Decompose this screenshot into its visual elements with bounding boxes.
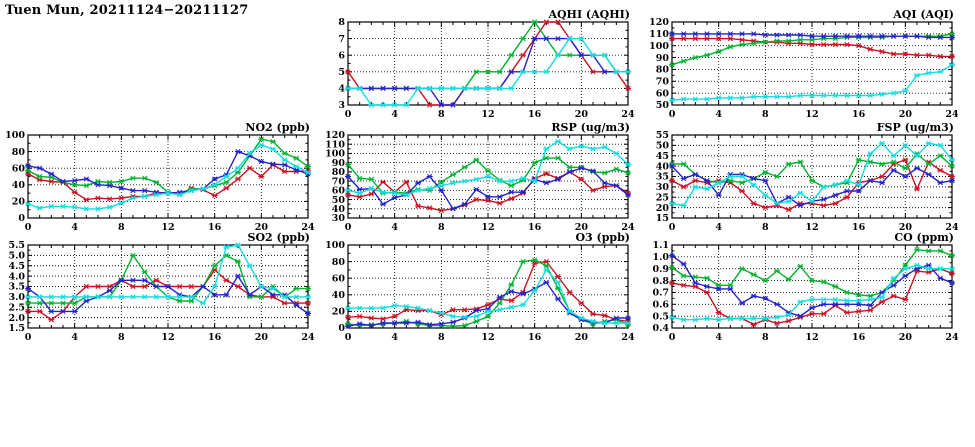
- svg-text:0: 0: [24, 222, 32, 233]
- svg-text:55: 55: [655, 130, 669, 142]
- svg-text:80: 80: [331, 256, 345, 268]
- svg-text:7: 7: [338, 33, 345, 45]
- svg-text:0: 0: [338, 323, 345, 335]
- chart-o3: [325, 231, 650, 349]
- svg-text:16: 16: [208, 332, 222, 343]
- svg-text:12: 12: [161, 222, 175, 233]
- chart-svg-co: [650, 231, 975, 349]
- svg-text:60: 60: [331, 185, 345, 197]
- svg-text:4: 4: [391, 222, 398, 233]
- svg-text:0.8: 0.8: [652, 275, 669, 287]
- svg-text:15: 15: [655, 213, 669, 225]
- svg-text:45: 45: [655, 150, 669, 162]
- svg-text:0.5: 0.5: [652, 311, 669, 323]
- svg-text:20: 20: [898, 332, 912, 343]
- svg-text:4: 4: [338, 83, 345, 95]
- svg-text:FSP (ug/m3): FSP (ug/m3): [876, 121, 954, 134]
- svg-text:90: 90: [331, 157, 345, 169]
- svg-text:60: 60: [11, 163, 25, 175]
- svg-text:20: 20: [574, 332, 588, 343]
- svg-text:120: 120: [325, 130, 345, 142]
- svg-text:100: 100: [5, 130, 25, 142]
- svg-text:0: 0: [344, 109, 352, 120]
- svg-text:0: 0: [344, 332, 352, 343]
- svg-text:24: 24: [301, 222, 315, 233]
- svg-text:8: 8: [438, 222, 445, 233]
- svg-text:100: 100: [650, 40, 669, 52]
- svg-text:24: 24: [621, 332, 635, 343]
- chart-fsp: [650, 121, 975, 239]
- svg-text:16: 16: [528, 222, 542, 233]
- svg-text:4: 4: [71, 222, 78, 233]
- svg-text:8: 8: [762, 109, 769, 120]
- svg-text:AQHI (AQHI): AQHI (AQHI): [548, 8, 630, 21]
- svg-text:3.0: 3.0: [8, 292, 25, 304]
- svg-text:16: 16: [852, 222, 866, 233]
- svg-text:16: 16: [528, 332, 542, 343]
- page-title: Tuen Mun, 20211124−20211127: [5, 3, 249, 18]
- chart-svg-aqhi: [325, 8, 650, 126]
- svg-text:20: 20: [331, 306, 345, 318]
- chart-svg-fsp: [650, 121, 975, 239]
- svg-text:20: 20: [574, 222, 588, 233]
- svg-text:1.5: 1.5: [8, 323, 25, 335]
- svg-text:RSP (ug/m3): RSP (ug/m3): [551, 121, 630, 134]
- svg-text:8: 8: [118, 332, 125, 343]
- svg-text:100: 100: [325, 240, 345, 252]
- svg-text:8: 8: [338, 17, 345, 29]
- svg-text:0: 0: [18, 213, 25, 225]
- svg-text:NO2 (ppb): NO2 (ppb): [245, 121, 310, 134]
- svg-text:4.5: 4.5: [8, 260, 25, 272]
- svg-text:4: 4: [715, 109, 722, 120]
- svg-text:6: 6: [338, 50, 345, 62]
- chart-so2: [0, 231, 325, 349]
- svg-text:80: 80: [331, 167, 345, 179]
- svg-text:40: 40: [11, 180, 25, 191]
- chart-svg-so2: [0, 231, 325, 349]
- svg-text:5.5: 5.5: [8, 240, 25, 252]
- svg-text:90: 90: [655, 52, 669, 64]
- svg-text:35: 35: [655, 171, 669, 183]
- svg-text:20: 20: [898, 222, 912, 233]
- svg-text:12: 12: [161, 332, 175, 343]
- svg-text:110: 110: [650, 29, 669, 41]
- chart-co: [650, 231, 975, 349]
- svg-text:4: 4: [391, 332, 398, 343]
- svg-text:0: 0: [344, 222, 352, 233]
- svg-text:8: 8: [438, 332, 445, 343]
- svg-text:12: 12: [481, 222, 495, 233]
- svg-text:40: 40: [331, 203, 345, 215]
- svg-text:0.4: 0.4: [652, 323, 669, 335]
- chart-svg-no2: [0, 121, 325, 239]
- chart-svg-rsp: [325, 121, 650, 239]
- svg-text:12: 12: [805, 222, 819, 233]
- svg-text:8: 8: [762, 332, 769, 343]
- svg-text:20: 20: [655, 202, 669, 214]
- svg-text:50: 50: [655, 140, 669, 152]
- svg-text:8: 8: [438, 109, 445, 120]
- svg-text:0: 0: [668, 109, 676, 120]
- svg-text:60: 60: [655, 88, 669, 100]
- svg-text:120: 120: [650, 17, 669, 29]
- svg-text:0: 0: [668, 222, 676, 233]
- svg-text:5: 5: [338, 67, 345, 78]
- chart-svg-aqi: [650, 8, 975, 126]
- svg-text:3.5: 3.5: [8, 281, 25, 293]
- svg-text:70: 70: [331, 176, 345, 188]
- svg-text:8: 8: [762, 222, 769, 233]
- svg-text:12: 12: [481, 109, 495, 120]
- svg-text:24: 24: [945, 109, 959, 120]
- chart-no2: [0, 121, 325, 239]
- svg-text:100: 100: [325, 148, 345, 160]
- svg-text:12: 12: [805, 109, 819, 120]
- svg-text:40: 40: [655, 161, 669, 173]
- svg-text:80: 80: [11, 146, 25, 158]
- svg-text:24: 24: [301, 332, 315, 343]
- svg-text:24: 24: [621, 222, 635, 233]
- svg-text:2.0: 2.0: [8, 312, 25, 324]
- svg-text:30: 30: [331, 213, 345, 225]
- svg-text:25: 25: [655, 192, 669, 204]
- chart-rsp: [325, 121, 650, 239]
- svg-text:5.0: 5.0: [8, 250, 25, 262]
- svg-text:16: 16: [528, 109, 542, 120]
- svg-text:24: 24: [621, 109, 635, 120]
- svg-text:80: 80: [655, 64, 669, 76]
- chart-aqhi: [325, 8, 650, 126]
- svg-text:20: 20: [574, 109, 588, 120]
- svg-text:0.7: 0.7: [652, 287, 669, 299]
- svg-text:60: 60: [331, 273, 345, 285]
- svg-text:CO (ppm): CO (ppm): [894, 231, 954, 244]
- svg-text:1.0: 1.0: [652, 252, 669, 264]
- svg-text:50: 50: [331, 194, 345, 206]
- svg-text:2.5: 2.5: [8, 302, 25, 314]
- chart-svg-o3: [325, 231, 650, 349]
- svg-text:4: 4: [71, 332, 78, 343]
- svg-text:16: 16: [852, 109, 866, 120]
- svg-text:0.6: 0.6: [652, 299, 669, 311]
- svg-text:0.9: 0.9: [652, 263, 669, 275]
- svg-text:20: 20: [254, 332, 268, 343]
- chart-aqi: [650, 8, 975, 126]
- svg-text:0: 0: [24, 332, 32, 343]
- svg-text:AQI (AQI): AQI (AQI): [893, 8, 954, 21]
- svg-text:4.0: 4.0: [8, 271, 25, 283]
- svg-text:12: 12: [805, 332, 819, 343]
- svg-text:16: 16: [208, 222, 222, 233]
- svg-text:50: 50: [655, 100, 669, 112]
- svg-text:0: 0: [668, 332, 676, 343]
- svg-text:20: 20: [254, 222, 268, 233]
- svg-text:3: 3: [338, 100, 345, 112]
- svg-text:40: 40: [331, 290, 345, 301]
- svg-text:4: 4: [715, 222, 722, 233]
- svg-text:70: 70: [655, 76, 669, 88]
- svg-text:24: 24: [945, 222, 959, 233]
- svg-text:20: 20: [898, 109, 912, 120]
- svg-text:24: 24: [945, 332, 959, 343]
- svg-text:8: 8: [118, 222, 125, 233]
- svg-text:30: 30: [655, 182, 669, 194]
- svg-text:4: 4: [715, 332, 722, 343]
- svg-text:SO2 (ppb): SO2 (ppb): [247, 231, 310, 244]
- svg-text:4: 4: [391, 109, 398, 120]
- svg-text:12: 12: [481, 332, 495, 343]
- svg-text:110: 110: [325, 139, 345, 151]
- svg-text:16: 16: [852, 332, 866, 343]
- svg-text:O3 (ppb): O3 (ppb): [575, 231, 630, 244]
- svg-text:1.1: 1.1: [652, 240, 669, 252]
- svg-text:20: 20: [11, 196, 25, 208]
